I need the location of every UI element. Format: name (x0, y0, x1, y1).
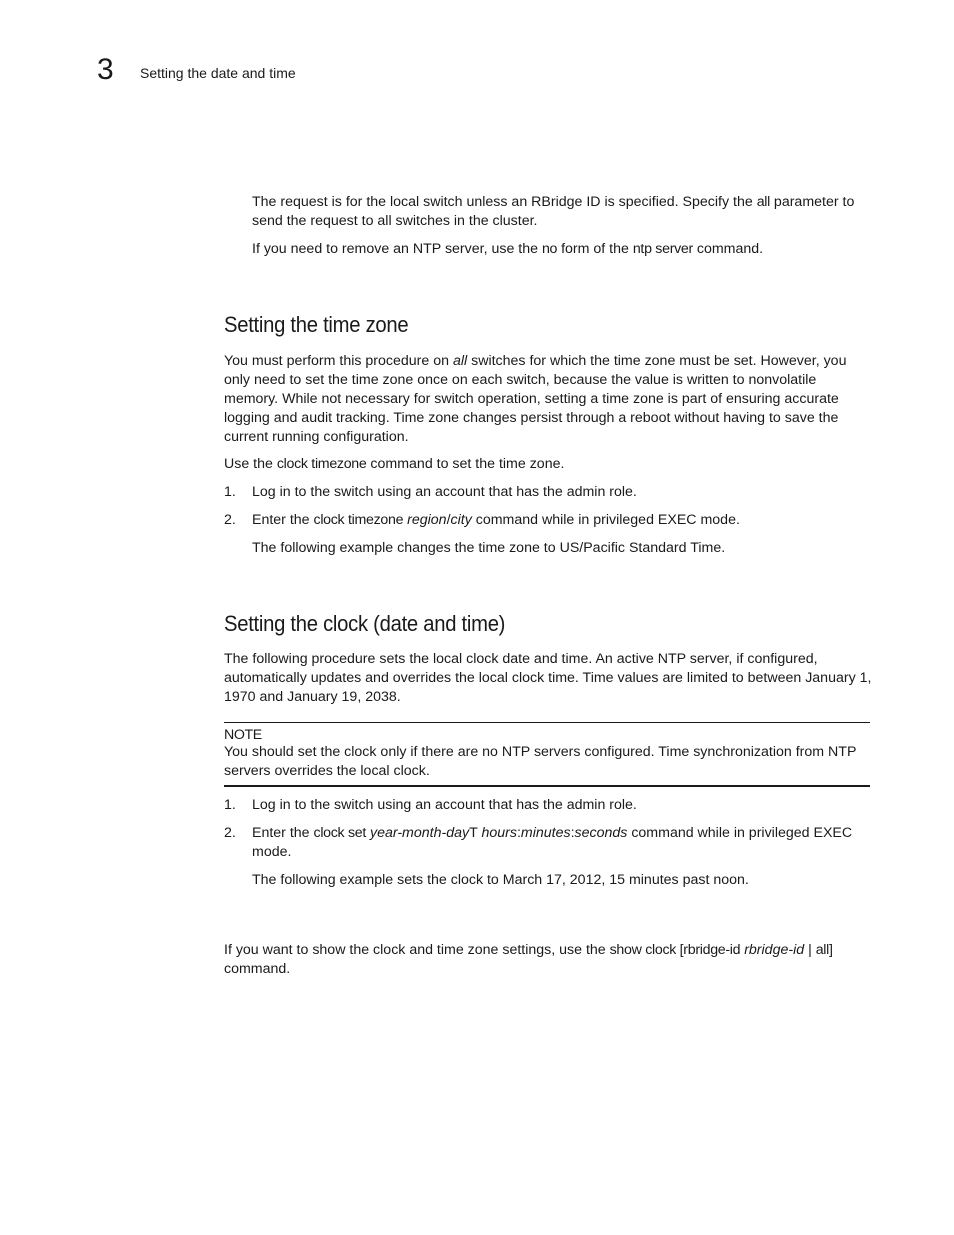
ntp-paragraph-2: If you need to remove an NTP server, use the no form of the ntp server command. (252, 241, 764, 257)
note-box (224, 722, 870, 787)
time-zone-example-text: The following example changes the time zone to US/Pacific Standard Time. (252, 540, 726, 556)
time-zone-usage: Use the clock timezone command to set the time zone. (224, 456, 565, 472)
time-zone-step-1: Log in to the switch using an account that has the admin role. (252, 484, 637, 500)
clock-step-1: Log in to the switch using an account that has the admin role. (252, 797, 637, 813)
section-heading-clock: Setting the clock (date and time) (224, 611, 506, 636)
ntp-server-command: ntp server (632, 241, 693, 257)
running-header: Setting the date and time (140, 65, 296, 81)
clock-timezone-command: clock timezone (276, 456, 367, 472)
clock-example-text: The following example sets the clock to March 17, 2012, 15 minutes past noon. (252, 872, 749, 888)
section-heading-time-zone: Setting the time zone (224, 312, 409, 337)
clock-step-2: Enter the clock set year-month-dayT hours:minutes:seconds command while in privileged EXEC mode. (252, 825, 853, 860)
ntp-paragraph-1: The request is for the local switch unless an RBridge ID is specified. Specify the all parameter to send the request to all switches in the cluster. (252, 194, 855, 229)
time-zone-step-2: Enter the clock timezone region/city command while in privileged EXEC mode. (252, 512, 740, 528)
step-number: 2. (224, 825, 236, 841)
step-number: 1. (224, 797, 236, 813)
show-clock-paragraph: If you want to show the clock and time zone settings, use the show clock [rbridge-id rbridge-id | all] command. (224, 942, 833, 977)
chapter-number: 3 (97, 53, 114, 86)
note-text: You should set the clock only if there are no NTP servers configured. Time synchronization from NTP servers overrides the local clock. (224, 744, 857, 779)
clock-intro: The following procedure sets the local clock date and time. An active NTP server, if configured, automatically updates and overrides the local clock time. Time values are limited to between January 1, 1970 and January 19, 2038. (224, 651, 872, 705)
no-keyword: no (541, 241, 558, 257)
note-label: NOTE (224, 727, 262, 743)
step-number: 2. (224, 512, 236, 528)
step-number: 1. (224, 484, 236, 500)
time-zone-intro: You must perform this procedure on all switches for which the time zone must be set. However, you only need to set the time zone once on each switch, because the value is written to nonvolatile memory. While not necessary for switch operation, setting a time zone is part of ensuring accurate logging and audit tracking. Time zone changes persist through a reboot without having to save the current running configuration. (224, 353, 847, 445)
all-keyword: all (756, 194, 770, 210)
